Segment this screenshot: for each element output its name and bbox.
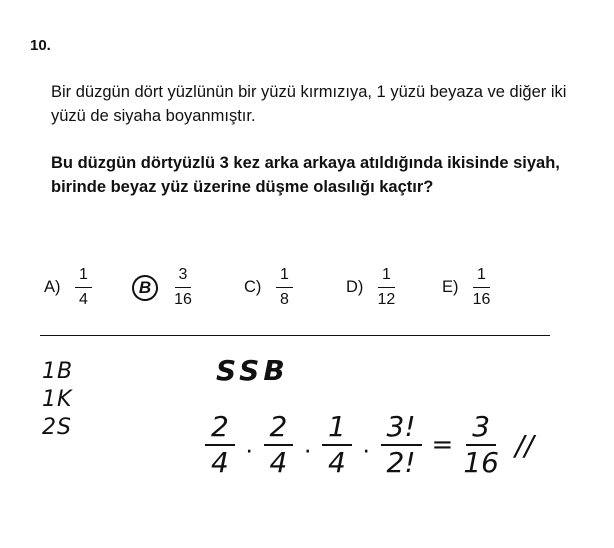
option-b-letter: B [138,277,152,297]
note-red-count: 1K [42,387,73,412]
question-number: 10. [30,37,51,54]
eq-fraction-1-numerator: 2 [205,412,235,446]
option-a-numerator: 1 [75,266,92,288]
answer-mark: // [514,428,534,462]
option-b-numerator: 3 [175,266,192,288]
eq-result-numerator: 3 [466,412,496,446]
option-d-denominator: 12 [377,291,396,308]
question-stem: Bir düzgün dört yüzlünün bir yüzü kırmızıya, 1 yüzü beyaza ve diğer iki yüzü de siyaha boyanmıştır. [51,83,567,125]
multiply-dot: · [244,434,254,464]
option-d-numerator: 1 [378,266,395,288]
option-e-fraction [469,266,495,309]
option-a-denominator: 4 [79,291,88,308]
option-b-denominator: 16 [174,291,192,308]
option-d[interactable] [346,266,399,309]
option-e-numerator: 1 [473,266,490,288]
eq-fraction-4-numerator: 3! [381,412,422,446]
option-c-letter: C) [244,278,262,296]
option-a-fraction [71,266,97,309]
equals-sign: = [431,430,454,460]
option-c-denominator: 8 [279,291,289,308]
option-b-fraction [170,266,196,309]
eq-fraction-2 [264,412,294,478]
note-white-count: 1B [42,359,74,384]
eq-fraction-2-numerator: 2 [264,412,294,446]
eq-fraction-4 [381,412,422,478]
option-a-letter: A) [44,278,61,296]
handwritten-pattern: SSB [216,354,289,387]
eq-fraction-3-denominator: 4 [328,446,346,479]
eq-fraction-1-denominator: 4 [211,446,229,479]
note-black-count: 2S [42,415,72,440]
option-d-letter: D) [346,278,364,296]
multiply-dot: · [303,434,312,464]
eq-fraction-4-denominator: 2! [386,446,416,479]
multiply-dot: · [361,434,371,464]
option-d-fraction [373,266,399,309]
eq-result-denominator: 16 [463,446,499,479]
eq-fraction-1 [205,412,235,478]
eq-fraction-2-denominator: 4 [269,446,288,479]
option-a[interactable] [44,266,97,309]
option-e-letter: E) [442,278,459,296]
option-b[interactable] [130,266,196,309]
question-prompt: Bu düzgün dörtyüzlü 3 kez arka arkaya atıldığında ikisinde siyah, birinde beyaz yüz üzerine düşme olasılığı kaçtır? [51,154,560,196]
eq-result [463,412,499,478]
eq-fraction-3 [322,412,352,478]
option-e-denominator: 16 [472,291,491,308]
handwritten-equation [205,412,534,478]
section-divider [40,335,550,336]
option-c[interactable] [244,266,297,309]
option-c-fraction [271,266,297,309]
handwritten-notes [42,358,73,442]
eq-fraction-3-numerator: 1 [322,412,352,446]
option-c-numerator: 1 [276,266,293,288]
answer-options [44,266,584,326]
option-e[interactable] [442,266,495,309]
option-b-circled-letter [130,273,160,303]
